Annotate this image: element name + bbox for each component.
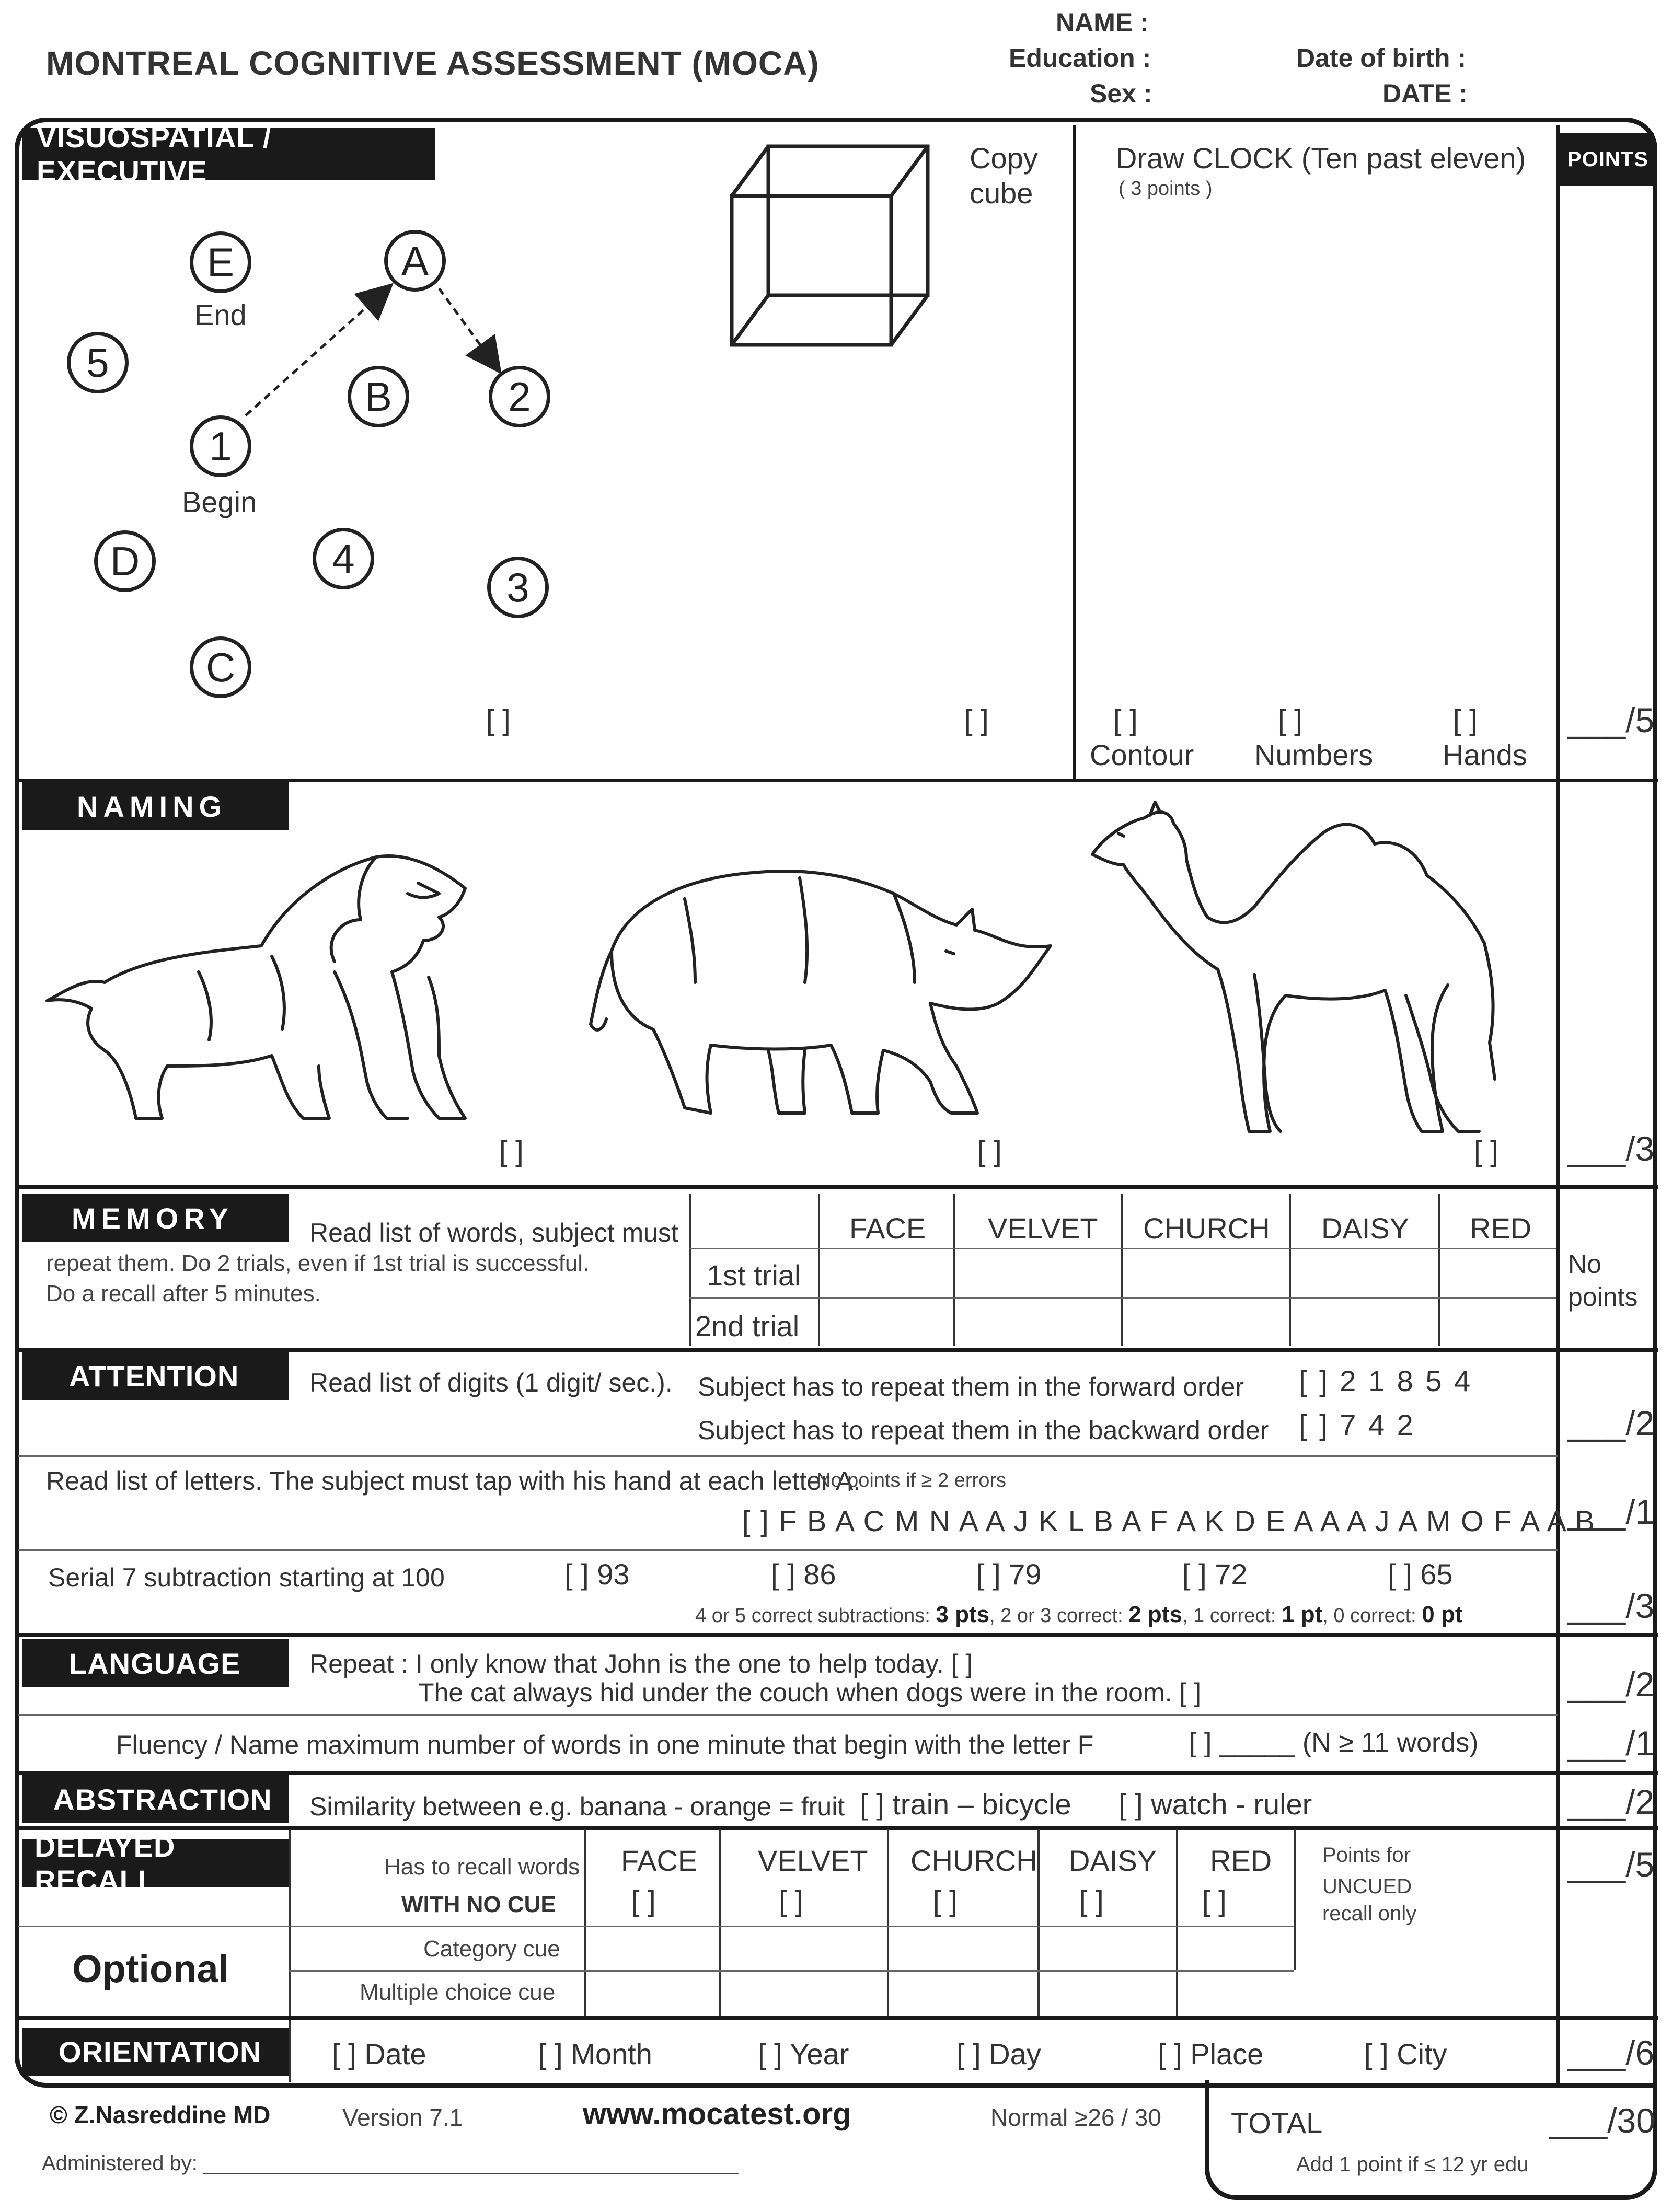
recall-box-church[interactable]: [ ] xyxy=(933,1884,958,1917)
orientation-city[interactable]: [ ] City xyxy=(1364,2037,1447,2070)
attention-divider-1 xyxy=(18,1455,1558,1457)
memory-word-church: CHURCH xyxy=(1143,1212,1270,1245)
repeat-sentence-1[interactable]: Repeat : I only know that John is the one to help today. [ ] xyxy=(309,1649,973,1678)
backward-digits[interactable]: [ ] 7 4 2 xyxy=(1299,1408,1415,1441)
trail-node-c: C xyxy=(190,636,251,698)
serial-rule-d: 2 pts xyxy=(1128,1602,1182,1627)
section-divider-orientation xyxy=(18,2016,1658,2020)
repeat-sentence-2[interactable]: The cat always hid under the couch when dogs were in the room. [ ] xyxy=(418,1678,1202,1707)
abstraction-train-bicycle[interactable]: [ ] train – bicycle xyxy=(860,1788,1071,1821)
total-label: TOTAL xyxy=(1231,2106,1323,2139)
trail-score-box[interactable]: [ ] xyxy=(486,703,511,736)
delayed-recall-score[interactable]: ___/5 xyxy=(1568,1845,1655,1884)
trail-node-1: 1 xyxy=(190,415,251,477)
lion-answer-box[interactable]: [ ] xyxy=(499,1134,524,1167)
repeat-score[interactable]: ___/2 xyxy=(1568,1665,1655,1704)
section-divider-abstraction xyxy=(18,1771,1658,1775)
serial-rule-g: , 0 correct: xyxy=(1322,1605,1416,1627)
serial-rule-b: 3 pts xyxy=(936,1602,990,1627)
digits-instruction: Read list of digits (1 digit/ sec.). xyxy=(309,1368,673,1397)
optional-label: Optional xyxy=(72,1947,229,1990)
memory-word-velvet: VELVET xyxy=(988,1212,1098,1245)
visuospatial-divider xyxy=(1073,125,1076,780)
cube-score-box[interactable]: [ ] xyxy=(964,703,989,736)
serial-scoring-rule xyxy=(695,1602,1463,1628)
backward-instruction: Subject has to repeat them in the backward order xyxy=(698,1416,1269,1445)
clock-instruction: Draw CLOCK (Ten past eleven) xyxy=(1116,142,1526,175)
camel-icon xyxy=(1082,786,1510,1142)
trail-node-a: A xyxy=(384,230,446,292)
serial-rule-f: 1 pt xyxy=(1282,1602,1323,1627)
letters-instruction: Read list of letters. The subject must tap with his hand at each letter A. xyxy=(46,1466,861,1496)
trail-begin-label: Begin xyxy=(182,485,257,518)
normal-score-note: Normal ≥26 / 30 xyxy=(990,2104,1161,2131)
multiple-choice-cue-label: Multiple choice cue xyxy=(360,1979,556,2005)
recall-word-face: FACE xyxy=(621,1844,698,1877)
points-column-divider xyxy=(1556,125,1560,2088)
trail-node-d: D xyxy=(94,530,156,592)
orientation-date[interactable]: [ ] Date xyxy=(332,2037,426,2070)
administered-by[interactable]: Administered by: ______________________________________________ xyxy=(42,2152,739,2175)
contour-box[interactable]: [ ] xyxy=(1113,703,1138,736)
memory-trial-1-label: 1st trial xyxy=(707,1259,801,1292)
orientation-year[interactable]: [ ] Year xyxy=(758,2037,849,2070)
numbers-box[interactable]: [ ] xyxy=(1278,703,1302,736)
memory-instruction-1: Read list of words, subject must xyxy=(309,1218,678,1247)
section-divider-attention xyxy=(18,1348,1658,1352)
education-label: Education : xyxy=(1009,43,1151,73)
memory-header: MEMORY xyxy=(22,1194,289,1242)
memory-instruction-3: Do a recall after 5 minutes. xyxy=(46,1281,321,1306)
recall-box-red[interactable]: [ ] xyxy=(1202,1884,1227,1917)
hands-box[interactable]: [ ] xyxy=(1453,703,1478,736)
serial-rule-e: , 1 correct: xyxy=(1182,1605,1276,1627)
recall-grid-line xyxy=(18,1926,1294,1927)
website-link[interactable]: www.mocatest.org xyxy=(583,2097,851,2131)
visuospatial-score[interactable]: ___/5 xyxy=(1568,701,1655,739)
memory-word-face: FACE xyxy=(849,1212,926,1245)
uncued-note-1: Points for xyxy=(1322,1844,1411,1867)
copyright: © Z.Nasreddine MD xyxy=(50,2101,271,2128)
recall-box-face[interactable]: [ ] xyxy=(631,1884,656,1917)
trail-node-4: 4 xyxy=(313,528,374,589)
abstraction-instruction: Similarity between e.g. banana - orange = fruit xyxy=(309,1792,845,1821)
letters-note: No points if ≥ 2 errors xyxy=(816,1469,1006,1491)
multiple-choice-cells[interactable] xyxy=(588,1973,1173,2014)
recall-word-velvet: VELVET xyxy=(758,1844,868,1877)
memory-grid-line xyxy=(689,1297,1556,1299)
memory-trial-2-cells[interactable] xyxy=(821,1300,1552,1346)
language-header: LANGUAGE xyxy=(22,1639,289,1687)
recall-box-velvet[interactable]: [ ] xyxy=(779,1884,803,1917)
clock-drawing-area[interactable] xyxy=(1082,209,1547,690)
letters-sequence[interactable]: [ ] F B A C M N A A J K L B A F A K D E A A A J A M O F A A B xyxy=(742,1504,1596,1537)
date-label: DATE : xyxy=(1382,79,1468,108)
fluency-instruction: Fluency / Name maximum number of words in one minute that begin with the letter F xyxy=(116,1730,1094,1759)
points-header: POINTS xyxy=(1560,133,1654,186)
memory-no-points-2: points xyxy=(1568,1282,1638,1312)
fluency-answer[interactable]: [ ] _____ (N ≥ 11 words) xyxy=(1189,1728,1479,1758)
recall-grid-line xyxy=(289,1970,1294,1972)
total-score[interactable]: ___/30 xyxy=(1550,2101,1655,2140)
serial-instruction: Serial 7 subtraction starting at 100 xyxy=(48,1563,445,1592)
visuospatial-header: VISUOSPATIAL / EXECUTIVE xyxy=(22,128,435,180)
trail-end-label: End xyxy=(194,298,247,331)
serial-93[interactable]: [ ] 93 xyxy=(564,1558,630,1591)
test-title: MONTREAL COGNITIVE ASSESSMENT (MOCA) xyxy=(46,44,820,82)
memory-word-red: RED xyxy=(1470,1212,1532,1245)
abstraction-header: ABSTRACTION xyxy=(22,1775,289,1823)
recall-grid-line xyxy=(584,1829,586,2017)
serial-rule-c: , 2 or 3 correct: xyxy=(989,1605,1123,1627)
memory-word-daisy: DAISY xyxy=(1321,1212,1410,1245)
name-label: NAME : xyxy=(1056,8,1149,37)
attention-divider-2 xyxy=(18,1549,1558,1551)
serial-rule-h: 0 pt xyxy=(1422,1602,1463,1627)
camel-answer-box[interactable]: [ ] xyxy=(1474,1134,1498,1167)
recall-no-cue-label: WITH NO CUE xyxy=(401,1892,556,1917)
memory-trial-1-cells[interactable] xyxy=(821,1250,1552,1296)
delayed-recall-header: DELAYED RECALL xyxy=(22,1839,289,1887)
rhino-answer-box[interactable]: [ ] xyxy=(977,1134,1002,1167)
sex-label: Sex : xyxy=(1090,79,1152,108)
hands-label: Hands xyxy=(1443,738,1527,771)
category-cue-label: Category cue xyxy=(423,1936,560,1962)
naming-header: NAMING xyxy=(22,782,289,830)
orientation-header: ORIENTATION xyxy=(22,2028,289,2076)
lion-icon xyxy=(42,820,512,1134)
cube-icon xyxy=(727,141,946,361)
uncued-note-2: UNCUED xyxy=(1322,1875,1412,1898)
memory-grid-line xyxy=(689,1248,1556,1249)
fluency-score[interactable]: ___/1 xyxy=(1568,1724,1655,1763)
trail-node-e: E xyxy=(190,231,251,293)
recall-word-daisy: DAISY xyxy=(1069,1844,1157,1877)
serial-65[interactable]: [ ] 65 xyxy=(1388,1558,1453,1591)
orientation-day[interactable]: [ ] Day xyxy=(956,2037,1041,2070)
category-cue-cells[interactable] xyxy=(588,1928,1173,1969)
trail-node-b: B xyxy=(348,366,409,427)
trail-node-2: 2 xyxy=(489,366,550,427)
recall-word-church: CHURCH xyxy=(910,1844,1037,1877)
orientation-place[interactable]: [ ] Place xyxy=(1158,2037,1264,2070)
orientation-month[interactable]: [ ] Month xyxy=(538,2037,652,2070)
section-divider-language xyxy=(18,1633,1658,1637)
abstraction-score[interactable]: ___/2 xyxy=(1568,1782,1655,1821)
letters-score[interactable]: ___/1 xyxy=(1568,1492,1655,1531)
trail-node-5: 5 xyxy=(67,332,129,393)
contour-label: Contour xyxy=(1090,738,1194,771)
orientation-divider xyxy=(289,2020,291,2082)
numbers-label: Numbers xyxy=(1254,738,1374,771)
recall-grid-line xyxy=(1176,1829,1178,2017)
recall-grid-line xyxy=(289,1829,291,2017)
clock-points-note: ( 3 points ) xyxy=(1118,178,1213,200)
recall-instruction: Has to recall words xyxy=(384,1854,580,1880)
recall-grid-line xyxy=(1294,1829,1296,1970)
digits-score[interactable]: ___/2 xyxy=(1568,1404,1655,1442)
serial-score[interactable]: ___/3 xyxy=(1568,1586,1655,1625)
memory-no-points-1: No xyxy=(1568,1249,1601,1279)
memory-grid-line xyxy=(818,1194,820,1346)
language-divider xyxy=(18,1714,1558,1716)
serial-72[interactable]: [ ] 72 xyxy=(1182,1558,1248,1591)
section-divider-memory xyxy=(18,1185,1658,1189)
naming-score[interactable]: ___/3 xyxy=(1568,1129,1655,1168)
attention-header: ATTENTION xyxy=(22,1352,289,1400)
copy-cube-label-1: Copy xyxy=(970,142,1038,175)
recall-word-red: RED xyxy=(1210,1844,1272,1877)
trail-node-3: 3 xyxy=(487,557,549,618)
memory-grid-line xyxy=(689,1194,691,1346)
section-divider-naming xyxy=(18,779,1658,782)
forward-instruction: Subject has to repeat them in the forward order xyxy=(698,1372,1244,1402)
orientation-score[interactable]: ___/6 xyxy=(1568,2033,1655,2072)
uncued-note-3: recall only xyxy=(1322,1902,1417,1925)
recall-box-daisy[interactable]: [ ] xyxy=(1079,1884,1104,1917)
copy-cube-label-2: cube xyxy=(970,177,1033,210)
rhinoceros-icon xyxy=(580,847,1061,1139)
version-label: Version 7.1 xyxy=(342,2104,463,2131)
serial-rule-a: 4 or 5 correct subtractions: xyxy=(695,1605,930,1627)
dob-label: Date of birth : xyxy=(1296,43,1466,73)
serial-86[interactable]: [ ] 86 xyxy=(771,1558,836,1591)
memory-instruction-2: repeat them. Do 2 trials, even if 1st trial is successful. xyxy=(46,1250,590,1276)
forward-digits[interactable]: [ ] 2 1 8 5 4 xyxy=(1299,1364,1473,1397)
abstraction-watch-ruler[interactable]: [ ] watch - ruler xyxy=(1118,1788,1312,1821)
memory-trial-2-label: 2nd trial xyxy=(695,1310,800,1342)
education-adjustment-note: Add 1 point if ≤ 12 yr edu xyxy=(1296,2153,1529,2176)
serial-79[interactable]: [ ] 79 xyxy=(976,1558,1042,1591)
